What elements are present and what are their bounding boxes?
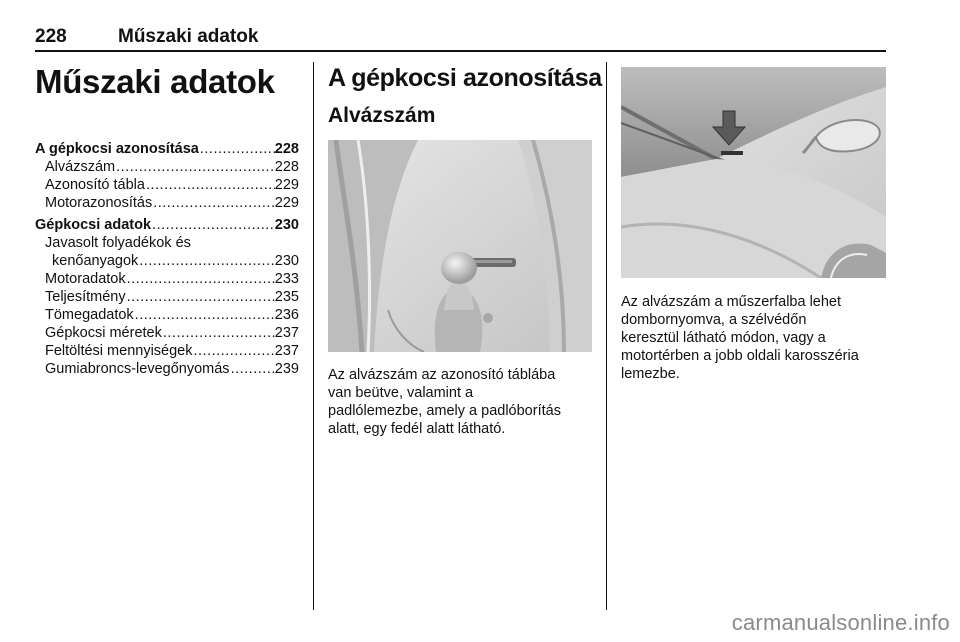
toc-label: Motoradatok [45,271,126,287]
toc-entry[interactable] [35,324,299,342]
toc-leader [134,306,275,324]
toc-leader [138,252,275,270]
toc-page: 239 [274,361,299,377]
chapter-title: Műszaki adatok [35,63,275,100]
windscreen-vin-illustration [621,67,886,278]
toc-label: Alvázszám [45,159,116,175]
toc-page: 230 [274,253,299,269]
paragraph-line: dombornyomva, a szélvédőn [621,312,807,328]
toc-label: Gépkocsi adatok [35,217,152,233]
toc-entry[interactable] [35,270,299,288]
toc-label: kenőanyagok [52,253,139,269]
toc-label: Gépkocsi méretek [45,325,162,341]
toc-entry[interactable] [35,252,299,270]
subsection-title: Alvázszám [328,104,436,127]
paragraph-floor-vin [328,366,592,438]
toc-leader [126,270,275,288]
toc-label: Motorazonosítás [45,195,153,211]
interior-floor-illustration [328,140,592,352]
paragraph-line: van beütve, valamint a [328,385,474,401]
paragraph-line: Az alvázszám a műszerfalba lehet [621,294,842,310]
toc-label: Tömegadatok [45,307,134,323]
toc-entry-wrapped-line[interactable]: Javasolt folyadékok és [45,235,191,251]
toc-page: 237 [274,343,299,359]
toc-entry[interactable] [35,194,299,212]
toc-page: 229 [274,195,299,211]
toc-leader [162,324,275,342]
paragraph-line: padlólemezbe, amely a padlóborítás [328,403,561,419]
watermark: carmanualsonline.info [731,610,950,635]
paragraph-line: lemezbe. [621,366,680,382]
toc-label: Azonosító tábla [45,177,145,193]
page-number: 228 [35,26,67,47]
toc-entry[interactable] [35,158,299,176]
chapter-column [35,62,299,102]
toc-entry[interactable] [35,140,299,158]
toc-leader [126,288,275,306]
paragraph-line: keresztül látható módon, vagy a [621,330,826,346]
toc-entry[interactable] [35,306,299,324]
toc-label: Teljesítmény [45,289,126,305]
paragraph-windscreen-vin [621,293,886,383]
toc-page: 228 [274,159,299,175]
toc-leader [151,216,275,234]
toc-leader [230,360,275,378]
paragraph-line: motortérben a jobb oldali karosszéria [621,348,859,364]
toc-label: Gumiabroncs-levegőnyomás [45,361,230,377]
toc-entry[interactable] [35,216,299,234]
toc-label: A gépkocsi azonosítása [35,141,199,157]
toc-page: 236 [274,307,299,323]
toc-entry[interactable] [35,288,299,306]
toc-entry[interactable] [35,342,299,360]
toc-page: 237 [274,325,299,341]
toc-entry[interactable] [35,176,299,194]
running-title: Műszaki adatok [118,26,259,47]
toc-leader [115,158,275,176]
paragraph-line: Az alvázszám az azonosító táblába [328,367,556,383]
toc-page: 228 [274,141,299,157]
toc-label: Feltöltési mennyiségek [45,343,193,359]
column-divider [313,62,314,610]
table-of-contents [35,140,299,378]
toc-leader [145,176,275,194]
paragraph-line: alatt, egy fedél alatt látható. [328,421,506,437]
toc-leader [152,194,275,212]
header-rule [35,50,886,52]
toc-leader [199,140,275,158]
toc-page: 229 [274,177,299,193]
page-header [35,26,885,52]
toc-page: 235 [274,289,299,305]
toc-page: 233 [274,271,299,287]
toc-leader [193,342,275,360]
toc-entry[interactable] [35,360,299,378]
toc-page: 230 [274,217,299,233]
section-title: A gépkocsi azonosítása [328,64,602,92]
column-divider [606,62,607,610]
